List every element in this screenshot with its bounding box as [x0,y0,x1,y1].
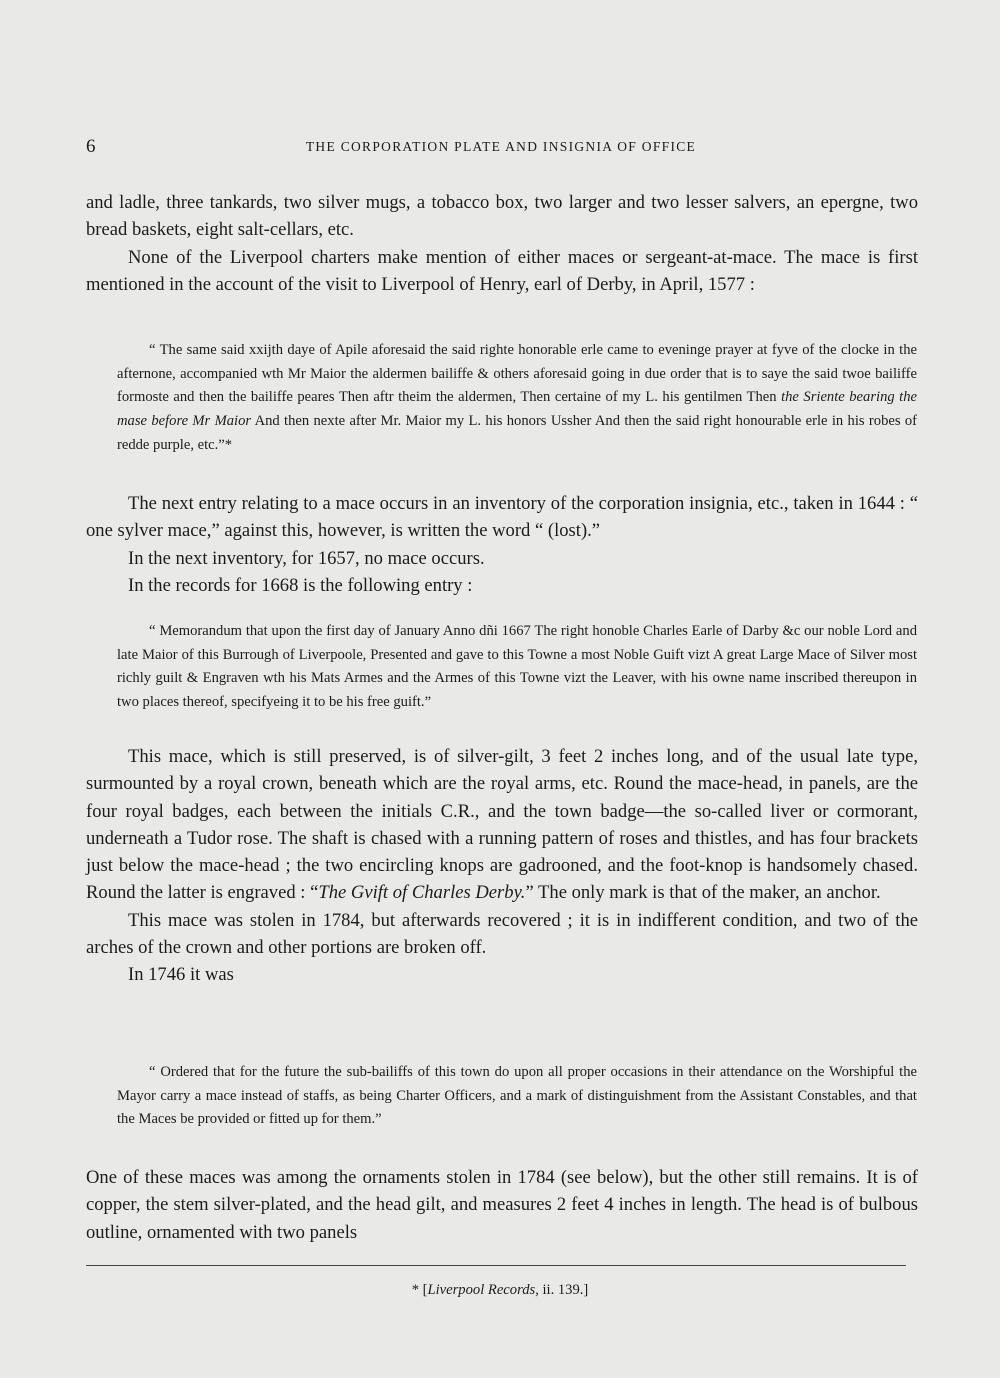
paragraph-mace-description [86,743,918,907]
mace-inscription: The Gvift of Charles Derby. [318,882,526,904]
body-block-1 [86,189,918,298]
paragraph-charters: None of the Liverpool charters make mention of either maces or sergeant-at-mace. The mace is first mentioned in the account of the visit to Liverpool of Henry, earl of Derby, in April, 1577 : [86,246,918,295]
quote-1577-italic: the Sriente bearing the mase before Mr Maior [117,389,917,430]
page-number: 6 [86,136,96,157]
running-title: THE CORPORATION PLATE AND INSIGNIA OF OFFICE [305,139,697,154]
paragraph-1657-inventory: In the next inventory, for 1657, no mace occurs. [128,547,485,569]
body-block-3 [86,743,918,989]
quote-1746-order [117,1061,917,1132]
quote-1577-text [117,339,917,458]
quote-1667-memorandum [117,620,917,715]
paragraph-1746: In 1746 it was [128,964,234,986]
paragraph-mace-stolen: This mace was stolen in 1784, but afterwards recovered ; it is in indifferent condition, and two of the arches of the crown and other portions are broken off. [86,909,918,959]
page-header [86,136,916,158]
paragraph-continuation: and ladle, three tankards, two silver mugs, a tobacco box, two larger and two lesser salvers, an epergne, two bread baskets, eight salt-cellars, etc. [86,192,918,241]
footnote-marker: * [ [411,1282,428,1298]
quote-1577-part-a: “ The same said xxijth daye of Apile aforesaid the said righte honorable erle came to eveninge prayer at fyve of the clocke in the afternone, accompanied wth Mr Maior the aldermen bailiffe & others aforesaid going in due order that is to saye the said twoe bailiffe formoste and then the bailiffe peares Then aftr theim the aldermen, Then certaine of my L. his gentilmen Then [117,342,917,406]
quote-1667-text: “ Memorandum that upon the first day of January Anno dñi 1667 The right honoble Charles Earle of Darby &c our noble Lord and late Maior of this Burrough of Liverpoole, Presented and gave to this Towne a most Noble Guift vizt A great Large Mace of Silver most richly guilt & Engraven wth his Mats Armes and the Armes of this Towne vizt the Leaver, with his owne name inscribed thereupon in two places thereof, specifyeing it to be his free guift.” [117,623,917,711]
footnote-rule [86,1265,906,1266]
footnote-source: Liverpool Records [427,1282,536,1298]
paragraph-1644-inventory: The next entry relating to a mace occurs in an inventory of the corporation insignia, etc., taken in 1644 : “ one sylver mace,” against this, however, is written the word “ (lost).” [86,493,918,542]
paragraph-1668-records: In the records for 1668 is the following entry : [128,574,473,596]
quote-1577-part-b: And then nexte after Mr. Maior my L. his honors Ussher And then the said right honourable erle in his robes of redde purple, etc.”* [117,413,918,453]
body-block-4 [86,1164,918,1246]
footnote-rest: , ii. 139.] [535,1282,589,1298]
paragraph-copper-mace: One of these maces was among the ornaments stolen in 1784 (see below), but the other still remains. It is of copper, the stem silver-plated, and the head gilt, and measures 2 feet 4 inches in length. The head is of bulbous outline, ornamented with two panels [86,1167,918,1243]
quote-1746-text: “ Ordered that for the future the sub-bailiffs of this town do upon all proper occasions in their attendance on the Worshipful the Mayor carry a mace instead of staffs, as being Charter Officers, and a mark of distinguishment from the Assistant Constables, and that the Maces be provided or fitted up for them.” [117,1064,917,1128]
quote-1577-visit [117,339,917,458]
body-block-2 [86,490,918,599]
mace-description-part-b: ” The only mark is that of the maker, an anchor. [525,882,881,904]
footnote [0,1282,1000,1299]
mace-description-part-a: This mace, which is still preserved, is of silver-gilt, 3 feet 2 inches long, and of the usual late type, surmounted by a royal crown, beneath which are the royal arms, etc. Round the mace-head, in panels, are the four royal badges, each between the initials C.R., and the town badge—the so-called liver or cormorant, underneath a Tudor rose. The shaft is chased with a running pattern of roses and thistles, and has four brackets just below the mace-head ; the two encircling knops are gadrooned, and the foot-knop is handsomely chased. Round the latter is engraved : “ [86,746,918,904]
